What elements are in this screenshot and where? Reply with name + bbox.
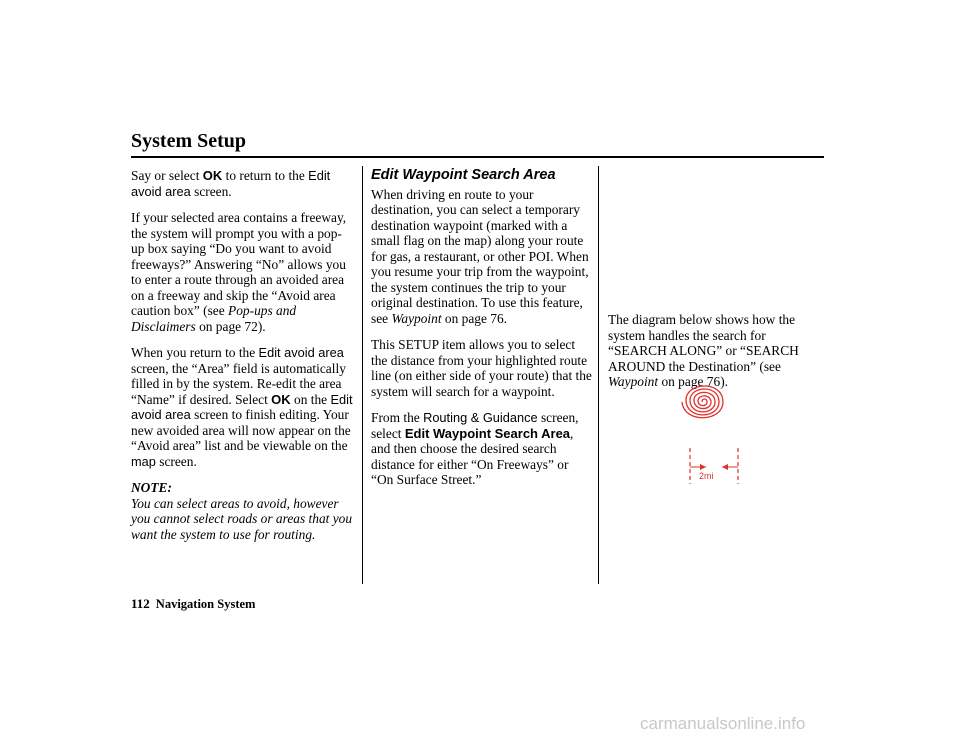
waypoint-link: Waypoint <box>608 374 659 389</box>
map-term: map <box>131 453 156 469</box>
distance-label: 2mi <box>699 471 714 481</box>
search-area-diagram <box>660 372 770 490</box>
column-divider-1 <box>362 166 363 584</box>
paragraph-freeway: If your selected area contains a freeway, the system will prompt you with a pop-up box saying “Do you want to avoid freeways?” Answering “No” allows you to enter a route through an avoided area on a freeway and skip the “Avoid area caution box” (see Pop-ups and Disclaimers on page 72). <box>131 210 347 334</box>
edit-avoid-area-term: Edit avoid area <box>258 345 344 360</box>
paragraph-setup-item: This SETUP item allows you to select the distance from your highlighted route line (on either side of your route) that the system will search for a waypoint. <box>371 337 592 399</box>
paragraph-area-field: When you return to the Edit avoid area screen, the “Area” field is automatically filled in by the system. Re-edit the area “Name” if desired. Select OK on the Edit avoid area screen to finish editing. Your new avoided area will now appear on the “Avoid area” list and be viewable on the map screen. <box>131 345 353 469</box>
ok-term: OK <box>202 168 223 183</box>
page-footer <box>131 596 255 612</box>
popups-link: Pop-ups and Disclaimers <box>131 303 297 334</box>
search-spiral-icon <box>682 386 723 418</box>
ok-term: OK <box>271 391 291 407</box>
paragraph-waypoint-intro: When driving en route to your destination, you can select a temporary destination waypoint (marked with a small flag on the map) along your route for gas, a restaurant, or other POI. When you resume your trip from the waypoint, the system continues the trip to your original destination. To use this feature, see Waypoint on page 76. <box>371 186 589 326</box>
note-block <box>131 480 353 542</box>
paragraph-diagram-intro: The diagram below shows how the system handles the search for “SEARCH ALONG” or “SEARCH AROUND the Destination” (see Waypoint on page 76). <box>608 312 799 389</box>
column-divider-2 <box>598 166 599 584</box>
edit-avoid-area-term: Edit avoid area <box>131 168 331 199</box>
distance-marker <box>690 448 738 484</box>
note-text: You can select areas to avoid, however you cannot select roads or areas that you want the system to use for routing. <box>131 495 353 542</box>
paragraph-routing: From the Routing & Guidance screen, select Edit Waypoint Search Area, and then choose the desired search distance for either “On Freeways” or “On Surface Street.” <box>371 410 579 487</box>
page-number: 112 <box>131 596 150 611</box>
routing-guidance-term: Routing & Guidance <box>423 410 538 425</box>
edit-avoid-area-term: Edit avoid area <box>131 391 353 422</box>
section-heading: Edit Waypoint Search Area <box>371 167 556 183</box>
paragraph-return: Say or select OK to return to the Edit avoid area screen. <box>131 168 331 199</box>
watermark: carmanualsonline.info <box>640 714 806 733</box>
column-left <box>131 168 353 542</box>
note-label: NOTE: <box>131 480 172 495</box>
waypoint-link: Waypoint <box>391 310 442 326</box>
column-middle <box>371 168 592 499</box>
header-divider <box>131 156 824 158</box>
edit-waypoint-search-area-term: Edit Waypoint Search Area <box>404 425 571 441</box>
footer-title: Navigation System <box>155 597 256 611</box>
page-title: System Setup <box>131 130 247 152</box>
